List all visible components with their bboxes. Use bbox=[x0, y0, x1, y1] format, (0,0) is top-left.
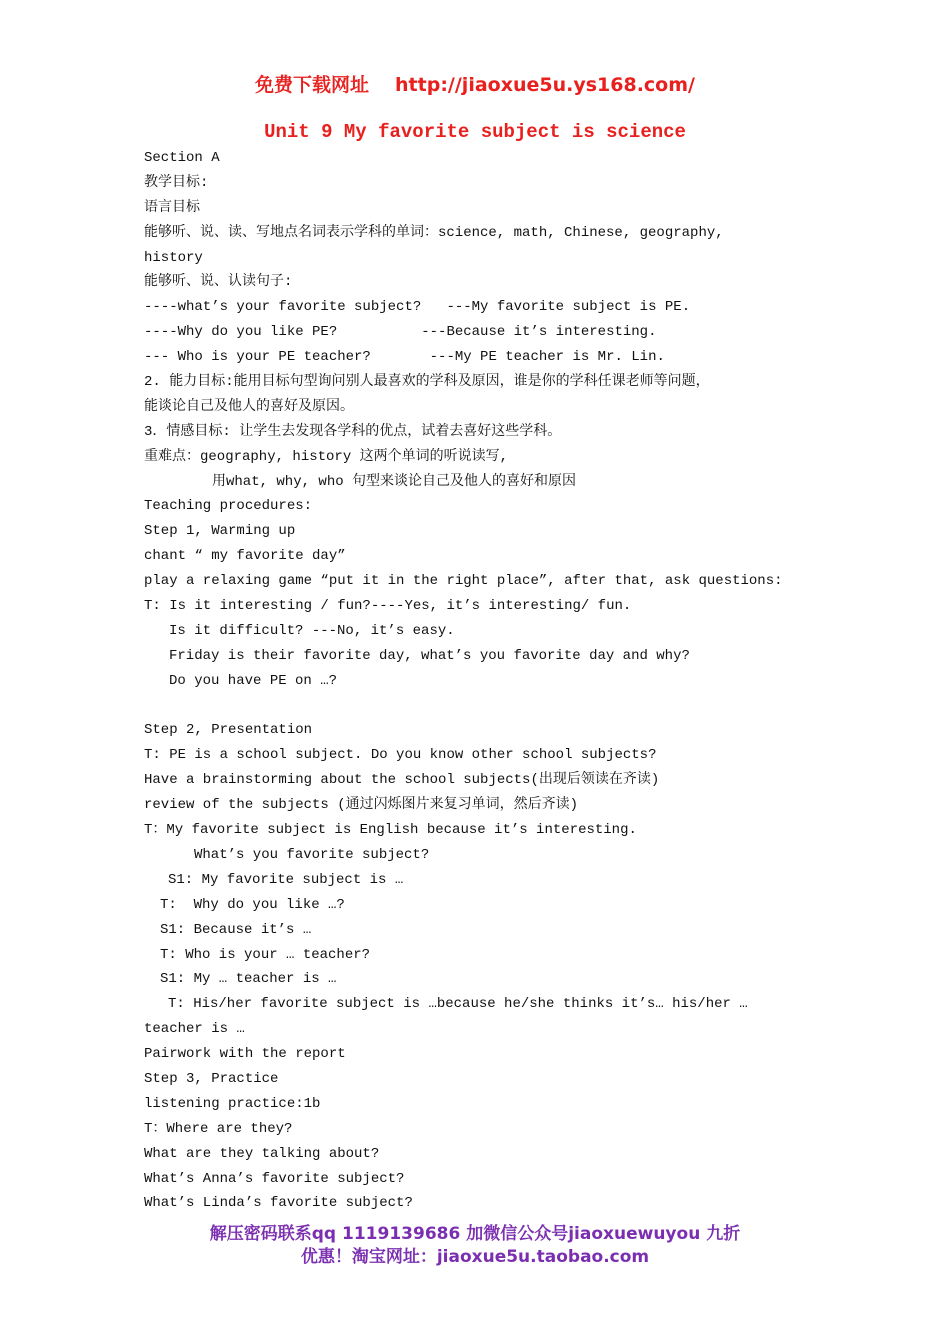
text-line: What’s Anna’s favorite subject? bbox=[144, 1170, 405, 1187]
text-line: What’s you favorite subject? bbox=[194, 846, 430, 863]
text-line: --- Who is your PE teacher? ---My PE teacher is Mr. Lin. bbox=[144, 349, 665, 366]
text-line: 能够听、说、读、写地点名词表示学科的单词：science, math, Chinese, geography, bbox=[144, 224, 724, 241]
text-line: 2. 能力目标:能用目标句型询问别人最喜欢的学科及原因，谁是你的学科任课老师等问题， bbox=[144, 374, 710, 391]
text-line: 能够听、说、认读句子: bbox=[144, 274, 293, 291]
text-line: S1: My favorite subject is … bbox=[168, 871, 404, 888]
text-line: teacher is … bbox=[144, 1021, 245, 1038]
text-line: 用what, why, who 句型来谈论自己及他人的喜好和原因 bbox=[212, 473, 577, 490]
document-title: Unit 9 My favorite subject is science bbox=[264, 121, 686, 143]
text-line: Friday is their favorite day, what’s you favorite day and why? bbox=[169, 647, 690, 664]
text-line: T: Why do you like …? bbox=[160, 896, 345, 913]
text-line: 教学目标: bbox=[144, 174, 209, 191]
text-line: What’s Linda’s favorite subject? bbox=[144, 1195, 413, 1212]
text-line: Have a brainstorming about the school subjects(出现后领读在齐读) bbox=[144, 772, 660, 789]
text-line: 语言目标 bbox=[144, 199, 200, 216]
footer-shop-link[interactable]: 优惠！淘宝网址：jiaoxue5u.taobao.com bbox=[300, 1247, 650, 1267]
text-line: T：My favorite subject is English because it’s interesting. bbox=[144, 822, 637, 839]
text-line: S1: My … teacher is … bbox=[160, 971, 337, 988]
text-line: Section A bbox=[144, 150, 220, 166]
text-line: Is it difficult? ---No, it’s easy. bbox=[169, 622, 455, 639]
text-line: S1: Because it’s … bbox=[160, 921, 312, 938]
text-line: Step 3, Practice bbox=[144, 1070, 279, 1087]
text-line: ----Why do you like PE? ---Because it’s interesting. bbox=[144, 324, 657, 341]
text-line: listening practice:1b bbox=[144, 1095, 321, 1112]
text-line: 重难点：geography, history 这两个单词的听说读写, bbox=[144, 448, 509, 465]
text-line: T: Who is your … teacher? bbox=[160, 946, 371, 963]
header-site-label: 免费下载网址 bbox=[255, 74, 370, 96]
text-line: T: His/her favorite subject is …because he/she thinks it’s… his/her … bbox=[168, 996, 748, 1013]
document-body bbox=[144, 146, 824, 1216]
text-line: 能谈论自己及他人的喜好及原因。 bbox=[144, 398, 354, 415]
text-line: Step 1, Warming up bbox=[144, 523, 296, 540]
text-line bbox=[144, 694, 824, 719]
footer-contact: 解压密码联系qq 1119139686 加微信公众号jiaoxuewuyou 九折 bbox=[209, 1224, 741, 1244]
text-line: history bbox=[144, 249, 203, 266]
text-line: chant “ my favorite day” bbox=[144, 548, 346, 565]
text-line: 3．情感目标: 让学生去发现各学科的优点，试着去喜好这些学科。 bbox=[144, 423, 562, 440]
text-line: review of the subjects (通过闪烁图片来复习单词，然后齐读) bbox=[144, 797, 579, 814]
text-line: T: Is it interesting / fun?----Yes, it’s interesting/ fun. bbox=[144, 598, 632, 615]
text-line: T: PE is a school subject. Do you know other school subjects? bbox=[144, 747, 657, 764]
text-line: Pairwork with the report bbox=[144, 1046, 346, 1063]
text-line: play a relaxing game “put it in the right place”, after that, ask questions: bbox=[144, 573, 783, 590]
text-line: Teaching procedures: bbox=[144, 498, 313, 515]
text-line: T：Where are they? bbox=[144, 1120, 293, 1137]
download-header bbox=[0, 70, 950, 97]
text-line: Step 2, Presentation bbox=[144, 722, 313, 739]
text-line: Do you have PE on …? bbox=[169, 672, 338, 689]
header-url-link[interactable]: http://jiaoxue5u.ys168.com/ bbox=[395, 74, 695, 96]
text-line: ----what’s your favorite subject? ---My favorite subject is PE. bbox=[144, 299, 691, 316]
text-line: What are they talking about? bbox=[144, 1145, 380, 1162]
